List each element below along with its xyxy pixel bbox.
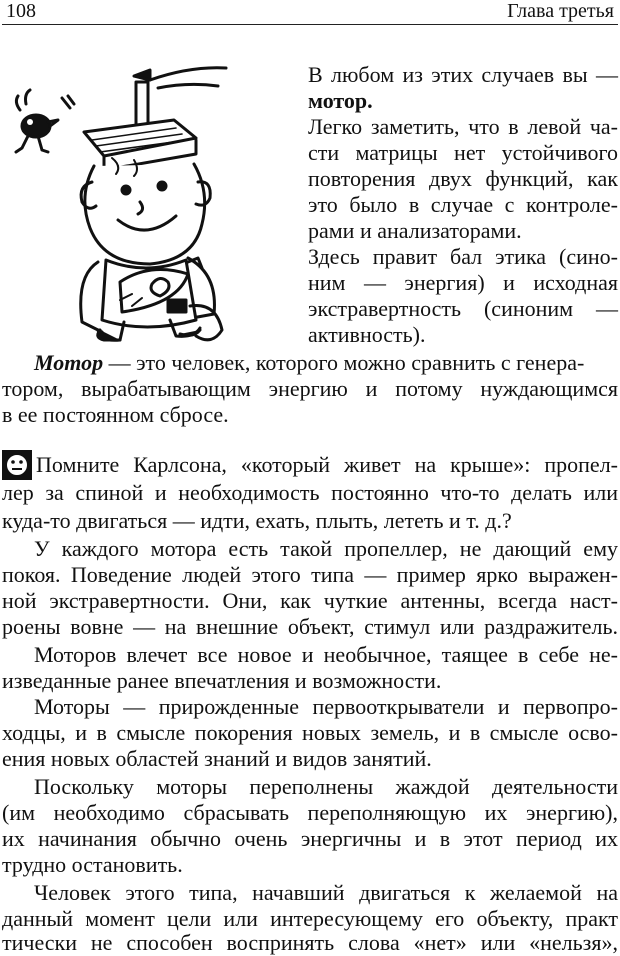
text-line: ной экстравертности. Они, как чуткие антенны, всегда наст- <box>2 588 618 613</box>
text-line: Здесь правит бал этика (сино- <box>308 244 618 269</box>
text-line: активность). <box>308 322 426 347</box>
text-line: ения новых областей знаний и видов занятий. <box>2 746 432 771</box>
text-line: повторения двух функций, как <box>308 166 618 191</box>
text-line: У каждого мотора есть такой пропеллер, не дающий ему <box>34 536 618 561</box>
header-rule <box>2 24 618 25</box>
bird-icon <box>16 90 74 152</box>
text-line: Поскольку моторы переполнены жаждой деятельности <box>34 774 618 799</box>
chapter-title: Глава третья <box>507 0 614 22</box>
text-line: Помните Карлсона, «который живет на крыше»: пропел- <box>36 452 618 477</box>
text-line: тором, вырабатывающим энергию и потому нуждающимся <box>2 376 618 401</box>
text-line: роены вовне — на внешние объект, стимул или раздражитель. <box>2 614 618 639</box>
text-line: Моторы — прирожденные первооткрыватели и первопро- <box>34 694 618 719</box>
text-line: покоя. Поведение людей этого типа — пример ярко выражен- <box>2 562 618 587</box>
term-motor: Мотор <box>34 350 104 375</box>
text-line: данный момент цели или интересующему его объекту, практ <box>2 906 618 931</box>
page-number: 108 <box>6 0 36 22</box>
text-line: В любом из этих случаев вы — <box>308 62 618 87</box>
text-line: куда-то двигаться — идти, ехать, плыть, лететь и т. д.? <box>2 508 512 533</box>
smiley-icon <box>2 450 32 480</box>
text-line: мотор. <box>308 88 373 113</box>
text-line: сти матрицы нет устойчивого <box>308 140 618 165</box>
text-line: тически не способен воспринять слова «нет» или «нельзя», <box>2 930 618 955</box>
text-line: (им необходимо сбрасывать переполняющую их энергию), <box>2 800 618 825</box>
text-line: ним — энергия) и исходная <box>308 270 618 295</box>
text-line: Моторов влечет все новое и необычное, таящее в себе не- <box>34 642 618 667</box>
text-line: это было в случае с контроле- <box>308 192 618 217</box>
text-line: Легко заметить, что в левой ча- <box>308 114 618 139</box>
page-header <box>0 0 620 24</box>
definition-line <box>34 350 618 376</box>
text-line: в ее постоянном сбросе. <box>2 402 229 427</box>
text-line: трудно остановить. <box>2 852 183 877</box>
text-line: ходцы, и в смысле покорения новых земель, и в смысле осво- <box>2 720 618 745</box>
motor-character-illustration <box>2 62 302 348</box>
text-line: рами и анализаторами. <box>308 218 522 243</box>
text-line: лер за спиной и необходимость постоянно что-то делать или <box>2 480 618 505</box>
text-line: экстравертность (синоним — <box>308 296 618 321</box>
text-line: Человек этого типа, начавший двигаться к желаемой на <box>34 880 618 905</box>
text-line: изведанные ранее впечатления и возможности. <box>2 668 442 693</box>
text-line: их начинания обычно очень энергичны и в этот период их <box>2 826 618 851</box>
definition-text: — это человек, которого можно сравнить с генера- <box>103 350 585 375</box>
